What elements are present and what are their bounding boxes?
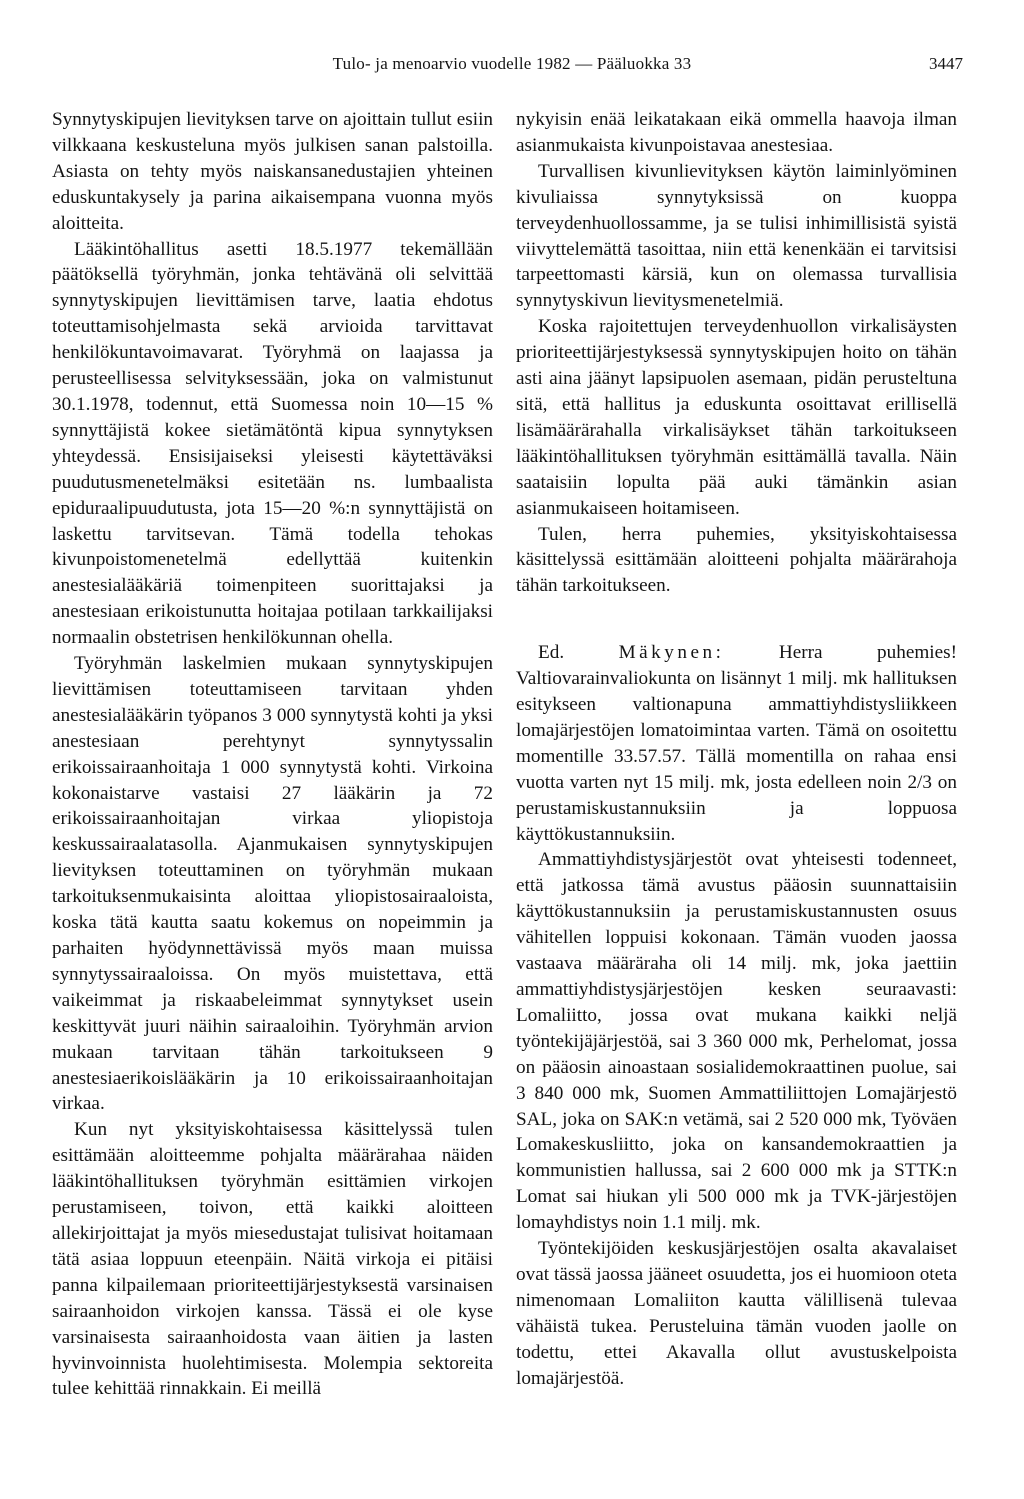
left-column xyxy=(52,107,493,1402)
paragraph: Kun nyt yksityiskohtaisessa käsittelyssä tulen esittämään aloitteemme pohjalta määrärahaa näiden lääkintöhallituksen työryhmän esittämien virkojen perustamiseen, toivon, että kaikki aloitteen allekirjoittajat ja myös miesedustajat tulisivat hoitamaan tätä asiaa loppuun eteenpäin. Näitä virkoja ei pitäisi panna kilpailemaan prioriteettijärjestyksestä varsinaisen sairaanhoidon virkojen kanssa. Tässä ei ole kyse varsinaisesta sairaanhoidosta vaan äitien ja lasten hyvinvoinnista huolehtimisesta. Molempia sektoreita tulee kehittää rinnakkain. Ei meillä xyxy=(52,1119,493,1400)
speaker-prefix: Ed. xyxy=(538,642,565,664)
paragraph: nykyisin enää leikatakaan eikä ommella haavoja ilman asianmukaista kivunpoistavaa anestesiaa. xyxy=(516,109,957,156)
page-number: 3447 xyxy=(929,54,963,73)
paragraph: Lääkintöhallitus asetti 18.5.1977 tekemällään päätöksellä työryhmän, jonka tehtävänä oli selvittää synnytyskipujen lievittämisen tarve, laatia ehdotus toteuttamisohjelmasta sekä arvioida tarvittavat henkilökuntavoimavarat. Työryhmä on laajassa ja perusteellisessa selvityksessään, joka on valmistunut 30.1.1978, todennut, että Suomessa noin 10—15 % synnyttäjistä kokee sietämätöntä kipua synnytyksen yhteydessä. Ensisijaiseksi yleisesti käytettäväksi puudutusmenetelmäksi esitetään ns. lumbaalista epiduraalipuudutusta, jota 15—20 %:n synnyttäjistä on laskettu tarvitsevan. Tämä todella tehokas kivunpoistomenetelmä edellyttää kuitenkin anestesialääkäriä toimenpiteen suorittajaksi ja anestesiaan erikoistunutta hoitajaa potilaan tarkkailijaksi normaalin obstetrisen henkilökunnan ohella. xyxy=(52,238,493,649)
speaker-paragraph xyxy=(516,640,957,847)
speaker-name: Mäkynen: xyxy=(618,642,725,664)
page-header xyxy=(0,50,1024,78)
paragraph: Ammattiyhdistysjärjestöt ovat yhteisesti todenneet, että jatkossa tämä avustus pääosin suunnattaisiin käyttökustannuksiin ja perustamiskustannusten osuus vähitellen loppuisi kokonaan. Tämän vuoden jaossa vastaava määräraha oli 14 milj. mk, joka jaettiin ammattiyhdistysjärjestöjen kesken seuraavasti: Lomaliitto, jossa ovat mukana kaikki neljä työntekijäjärjestöä, sai 3 360 000 mk, Perhelomat, jossa on pääosin ainoastaan sosialidemokraattinen puolue, sai 3 840 000 mk, Suomen Ammattiliittojen Lomajärjestö SAL, joka on SAK:n vetämä, sai 2 520 000 mk, Työväen Lomakeskusliitto, joka on kansandemokraattien ja kommunistien hallussa, sai 2 600 000 mk ja STTK:n Lomat sai hiukan yli 500 000 mk ja TVK-järjestöjen lomayhdistys noin 1.1 milj. mk. xyxy=(516,849,957,1234)
header-title: Tulo- ja menoarvio vuodelle 1982 — Pääluokka 33 xyxy=(332,54,692,73)
paragraph: Turvallisen kivunlievityksen käytön laiminlyöminen kivuliaissa synnytyksissä on kuoppa terveydenhuollossamme, ja se tulisi inhimillisistä syistä viivyttelemättä tasoittaa, niin että kenenkään ei tarvitsisi tarpeettomasti kärsiä, kun on olemassa turvallisia synnytyskivun lievitysmenetelmiä. xyxy=(516,160,957,312)
paragraph: Koska rajoitettujen terveydenhuollon virkalisäysten prioriteettijärjestyksessä synnytyskipujen hoito on tähän asti aina jäänyt lapsipuolen asemaan, pidän perusteltuna sitä, että hallitus ja eduskunta osoittavat erillisellä lisämäärärahalla virkalisäykset tähän tarkoitukseen lääkintöhallituksen työryhmän esittämällä tavalla. Näin saataisiin lopulta pää auki tämänkin asian asianmukaiseen hoitamiseen. xyxy=(516,316,957,519)
paragraph: Työntekijöiden keskusjärjestöjen osalta akavalaiset ovat tässä jaossa jääneet osuudetta, jos ei huomioon oteta nimenomaan Lomaliiton kautta välillisenä tulevaa vähäistä tukea. Perusteluina tämän vuoden jaolle on todettu, ettei Akavalla ollut avustuskelpoista lomajärjestöä. xyxy=(516,1238,957,1389)
paragraph: Synnytyskipujen lievityksen tarve on ajoittain tullut esiin vilkkaana keskusteluna myös julkisen sanan palstoilla. Asiasta on tehty myös naiskansanedustajien yhteinen eduskuntakysely ja parina aikaisempana vuonna myös aloitteita. xyxy=(52,109,493,234)
right-column xyxy=(516,107,957,1392)
speaker-text: Herra puhemies! Valtiovarainvaliokunta on lisännyt 1 milj. mk hallituksen esitykseen valtionapuna ammattiyhdistysliikkeen lomajärjestöjen lomatoimintaa varten. Tämä on osoitettu momentille 33.57.57. Tällä momentilla on rahaa ensi vuotta varten nyt 15 milj. mk, josta edelleen noin 2/3 on perustamiskustannuksiin ja loppuosa käyttökustannuksiin. xyxy=(516,642,957,845)
paragraph: Työryhmän laskelmien mukaan synnytyskipujen lievittämisen toteuttamiseen tarvitaan yhden anestesialääkärin työpanos 3 000 synnytystä kohti ja yksi anestesiaan perehtynyt synnytyssalin erikoissairaanhoitaja 1 000 synnytystä kohti. Virkoina kokonaistarve vastaisi 27 lääkärin ja 72 erikoissairaanhoitajan virkaa yliopistoja keskussairaalatasolla. Ajanmukaisen synnytyskipujen lievityksen toteuttaminen on työryhmän mukaan tarkoituksenmukaisinta aloittaa yliopistosairaaloista, koska tätä kautta saatu kokemus on nopeimmin ja parhaiten hyödynnettävissä myös maan muissa synnytyssairaaloissa. On myös muistettava, että vaikeimmat ja riskaabeleimmat synnytykset usein keskittyvät juuri näihin sairaaloihin. Työryhmän arvion mukaan tarvitaan tähän tarkoitukseen 9 anestesiaerikoislääkärin ja 10 erikoissairaanhoitajan virkaa. xyxy=(52,653,493,1115)
paragraph: Tulen, herra puhemies, yksityiskohtaisessa käsittelyssä esittämään aloitteeni pohjalta määrärahoja tähän tarkoitukseen. xyxy=(516,523,957,597)
